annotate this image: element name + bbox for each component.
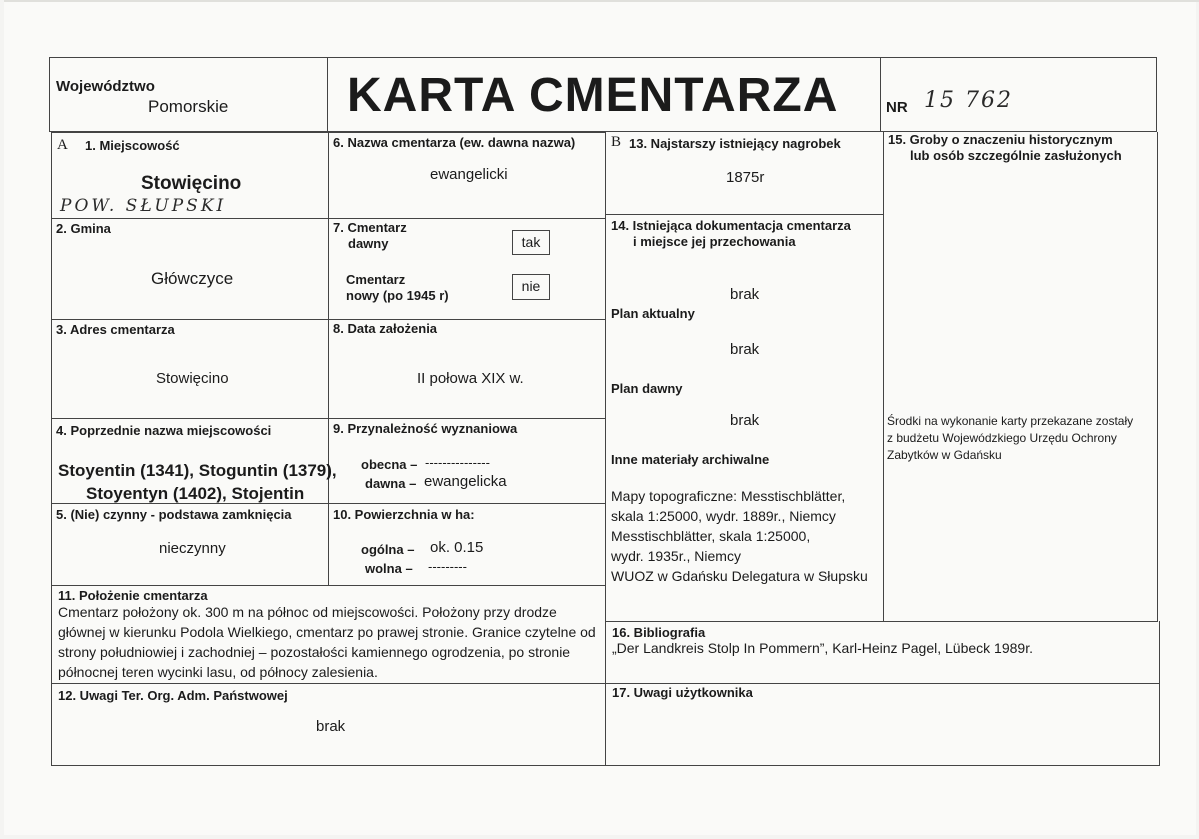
col3-right: [883, 132, 884, 621]
f14-inne-label: Inne materiały archiwalne: [611, 452, 770, 467]
f1-handwritten: POW. SŁUPSKI: [60, 196, 227, 216]
f16-value: „Der Landkreis Stolp In Pommern”, Karl-Heinz Pagel, Lübeck 1989r.: [612, 640, 1033, 656]
right-edge: [1157, 132, 1158, 621]
f10-wolna-label: wolna –: [365, 561, 413, 576]
f15-note-line: z budżetu Wojewódzkiego Urzędu Ochrony: [887, 431, 1117, 445]
f14-plan-dawny-label: Plan dawny: [611, 381, 683, 396]
f5-label: 5. (Nie) czynny - podstawa zamknięcia: [56, 507, 292, 522]
f11-line: głównej w kierunku Podola Wielkiego, cmentarz po prawej stronie. Granice czytelne od: [58, 624, 596, 640]
col3-line-13: [605, 214, 883, 215]
f9-label: 9. Przynależność wyznaniowa: [333, 421, 518, 436]
f14-archive-list: [611, 486, 881, 586]
header-divider-1: [327, 57, 328, 132]
row16-right: [1159, 621, 1160, 766]
f14-archive-line: skala 1:25000, wydr. 1889r., Niemcy: [611, 508, 836, 524]
f11-label: 11. Położenie cmentarza: [58, 588, 208, 603]
section-a-marker: A: [57, 137, 68, 153]
f9-obecna-value: ---------------: [425, 455, 490, 470]
f16-label: 16. Bibliografia: [612, 625, 706, 640]
f2-value: Główczyce: [151, 269, 234, 288]
f14-archive-line: Mapy topograficzne: Messtischblätter,: [611, 488, 846, 504]
f10-label: 10. Powierzchnia w ha:: [333, 507, 475, 522]
wojewodztwo-value: Pomorskie: [148, 97, 229, 116]
f14-value2: brak: [730, 341, 760, 358]
f14-archive-line: Messtischblätter, skala 1:25000,: [611, 528, 811, 544]
f5-value: nieczynny: [159, 540, 226, 557]
f12-label: 12. Uwagi Ter. Org. Adm. Państwowej: [58, 688, 288, 703]
col3-left: [605, 132, 606, 765]
f4-line2: Stoyentyn (1402), Stojentin: [86, 484, 305, 503]
f7-nowy-box: nie: [512, 274, 550, 300]
f6-label: 6. Nazwa cmentarza (ew. dawna nazwa): [333, 135, 576, 150]
f15-note-line: Zabytków w Gdańsku: [887, 448, 1002, 462]
page-title: KARTA CMENTARZA: [347, 69, 839, 122]
f15-bottom: [605, 621, 1158, 622]
f11-text: [58, 602, 603, 682]
f9-dawna-value: ewangelicka: [424, 473, 507, 490]
f10-wolna-value: ---------: [428, 559, 467, 574]
f7-nowy-label1: Cmentarz: [346, 272, 406, 287]
header-divider-2: [880, 57, 881, 132]
f10-ogolna-label: ogólna –: [361, 542, 415, 557]
f15-funding-note: [887, 413, 1155, 464]
f14-archive-line: wydr. 1935r., Niemcy: [611, 548, 741, 564]
f14-value3: brak: [730, 412, 760, 429]
wojewodztwo-label: Województwo: [56, 78, 155, 95]
f8-value: II połowa XIX w.: [417, 370, 524, 387]
f1-label: 1. Miejscowość: [85, 138, 180, 153]
f14-plan-aktualny-label: Plan aktualny: [611, 306, 695, 321]
f17-label: 17. Uwagi użytkownika: [612, 685, 753, 700]
f7-dawny-label: dawny: [348, 236, 389, 251]
f7-dawny-box: tak: [512, 230, 550, 255]
f14-value1: brak: [730, 286, 760, 303]
f13-label: 13. Najstarszy istniejący nagrobek: [629, 136, 841, 151]
f11-line: północnej teren wycinki lasu, od północy zalesienia.: [58, 664, 378, 680]
f14-label-line1: 14. Istniejąca dokumentacja cmentarza: [611, 218, 851, 233]
row11-bottom: [51, 683, 1160, 684]
f6-value: ewangelicki: [430, 166, 508, 183]
f15-label-line2: lub osób szczególnie zasłużonych: [910, 148, 1122, 163]
f1-value: Stowięcino: [141, 173, 242, 194]
nr-label: NR: [886, 99, 908, 116]
f4-label: 4. Poprzednie nazwa miejscowości: [56, 423, 272, 438]
f11-line: strony południowiej i zachodniej – pozostałości kamiennego ogrodzenia, po stronie: [58, 644, 571, 660]
f3-label: 3. Adres cmentarza: [56, 322, 175, 337]
f10-ogolna-value: ok. 0.15: [430, 539, 484, 556]
f9-obecna-label: obecna –: [361, 457, 418, 472]
f15-note-line: Środki na wykonanie karty przekazane zostały: [887, 414, 1134, 428]
f14-archive-line: WUOZ w Gdańsku Delegatura w Słupsku: [611, 568, 868, 584]
f14-label-line2: i miejsce jej przechowania: [633, 234, 796, 249]
section-b-marker: B: [611, 134, 622, 150]
f9-dawna-label: dawna –: [365, 476, 417, 491]
f12-value: brak: [316, 718, 346, 735]
f13-value: 1875r: [726, 169, 765, 186]
f7-nowy-label2: nowy (po 1945 r): [346, 288, 449, 303]
f3-value: Stowięcino: [156, 370, 229, 387]
row11-left: [51, 586, 52, 766]
bottom-line: [51, 765, 1160, 766]
f15-label-line1: 15. Groby o znaczeniu historycznym: [888, 132, 1113, 147]
f7-label: 7. Cmentarz: [333, 220, 407, 235]
nr-value: 15 762: [924, 88, 1013, 113]
f4-line1: Stoyentin (1341), Stoguntin (1379),: [58, 461, 337, 480]
f2-label: 2. Gmina: [56, 221, 111, 236]
f8-label: 8. Data założenia: [333, 321, 438, 336]
f11-line: Cmentarz położony ok. 300 m na północ od miejscowości. Położony przy drodze: [58, 604, 557, 620]
paper-edge: [4, 0, 1199, 2]
